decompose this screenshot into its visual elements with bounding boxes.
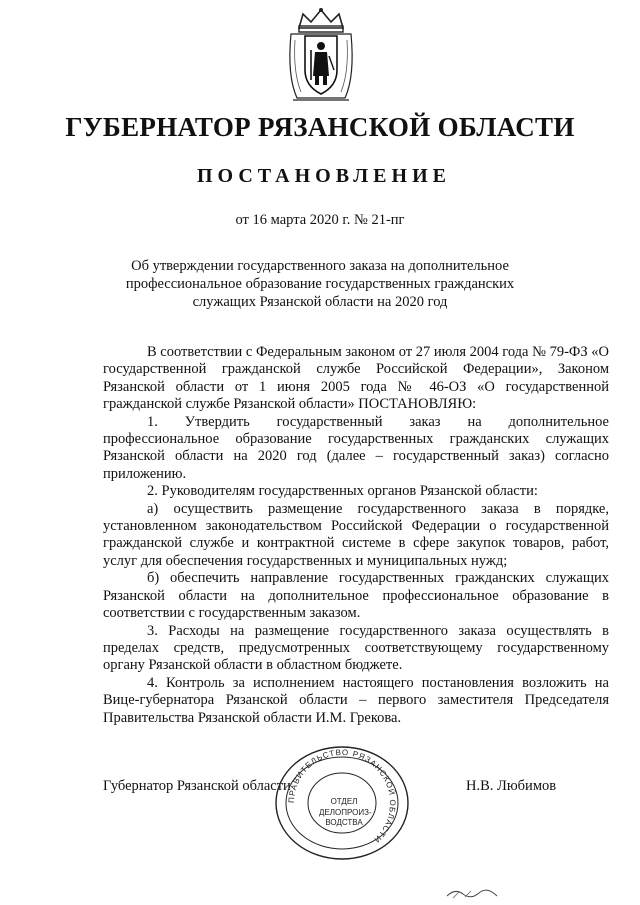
document-type: ПОСТАНОВЛЕНИЕ [197, 165, 451, 187]
stamp-line: ОТДЕЛ [330, 797, 358, 806]
body-paragraph: 1. Утвердить государственный заказ на дополнительное профессиональное образование государственных гражданских служащих Рязанской области на 2020 год (далее – государственный заказ) согласно приложению. [103, 413, 609, 482]
document-body [103, 344, 609, 727]
stamp-line: ДЕЛОПРОИЗ- [319, 807, 372, 817]
document-date-number: от 16 марта 2020 г. № 21-пг [235, 212, 405, 228]
body-paragraph: 4. Контроль за исполнением настоящего постановления возложить на Вице-губернатора Рязанской области – первого заместителя Председателя Правительства Рязанской области И.М. Грекова. [103, 674, 609, 726]
stamp-outer-text: ПРАВИТЕЛЬСТВО РЯЗАНСКОЙ ОБЛАСТИ [286, 747, 398, 845]
body-paragraph: В соответствии с Федеральным законом от 27 июля 2004 года № 79-ФЗ «О государственной гражданской службе Российской Федерации», Законом Рязанской области от 1 июня 2005 года № 46-ОЗ «О государственной гражданской службе Рязанской области» ПОСТАНОВЛЯЮ: [103, 344, 609, 413]
scan-artifact-icon [445, 884, 505, 902]
subject-line: служащих Рязанской области на 2020 год [192, 294, 448, 310]
body-paragraph: а) осуществить размещение государственного заказа в порядке, установленном законодательством Российской Федерации о государственной гражданской службе и контрактной системе в сфере закупок товаров, работ, услуг для обеспечения государственных и муниципальных нужд; [103, 500, 609, 569]
body-paragraph: б) обеспечить направление государственных гражданских служащих Рязанской области на дополнительное профессиональное образование в соответствии с государственным заказом. [103, 570, 609, 622]
signatory-name: Н.В. Любимов [466, 778, 557, 794]
signatory-position: Губернатор Рязанской области [103, 778, 291, 794]
stamp-line: ВОДСТВА [325, 818, 363, 827]
stamp-inner-text [319, 797, 372, 829]
subject-line: Об утверждении государственного заказа на дополнительное [131, 258, 509, 274]
body-paragraph: 2. Руководителям государственных органов Рязанской области: [147, 483, 538, 500]
authority-title: ГУБЕРНАТОР РЯЗАНСКОЙ ОБЛАСТИ [65, 112, 575, 142]
subject-line: профессиональное образование государственных гражданских [125, 276, 515, 292]
ryazan-coat-of-arms-icon [285, 6, 357, 108]
body-paragraph: 3. Расходы на размещение государственного заказа осуществлять в пределах средств, предусмотренных соответствующему государственному органу Рязанской области в областном бюджете. [103, 622, 609, 674]
document-subject [0, 257, 640, 311]
